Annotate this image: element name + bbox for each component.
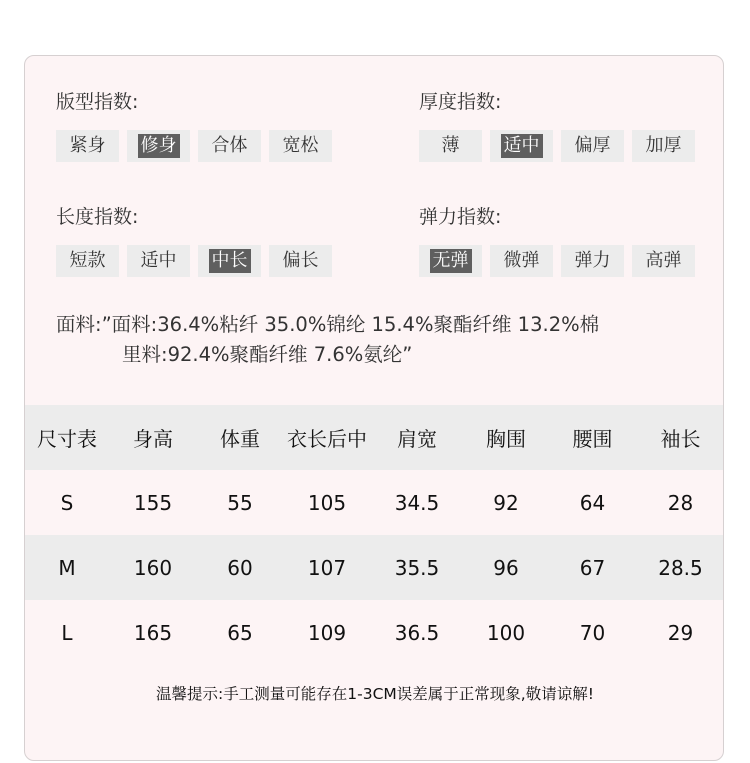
header-cell: 腰围: [572, 427, 613, 451]
table-cell: 67: [579, 555, 606, 580]
elasticity-option: 弹力: [561, 245, 624, 277]
fabric-lining: 里料:92.4%聚酯纤维 7.6%氨纶”: [122, 343, 413, 366]
table-cell: 65: [227, 620, 253, 645]
header-cell: 尺寸表: [37, 427, 97, 451]
size-table: [25, 405, 724, 665]
fabric-row-1: [56, 310, 599, 340]
thickness-option-selected: 适中: [490, 130, 553, 162]
fit-index: [56, 90, 332, 162]
fit-index-label: 版型指数:: [56, 91, 139, 113]
fabric-label: 面料:: [56, 313, 102, 336]
length-index-label: 长度指数:: [56, 206, 139, 228]
table-row: [25, 535, 724, 600]
fit-option: 宽松: [269, 130, 332, 162]
fit-option-selected: 修身: [127, 130, 190, 162]
thickness-option: 加厚: [632, 130, 695, 162]
table-cell: 96: [493, 555, 519, 580]
header-cell: 袖长: [660, 427, 701, 451]
thickness-option: 薄: [419, 130, 482, 162]
table-cell: 92: [493, 490, 519, 515]
fabric-outer: ”面料:36.4%粘纤 35.0%锦纶 15.4%聚酯纤维 13.2%棉: [101, 313, 600, 336]
header-cell: 肩宽: [397, 427, 437, 451]
header-cell: 身高: [133, 427, 173, 451]
table-cell: 165: [133, 620, 173, 645]
length-index: [56, 205, 332, 277]
elasticity-index-options: [419, 245, 695, 277]
table-cell: 60: [227, 555, 253, 580]
header-cell: 体重: [220, 427, 260, 451]
length-index-options: [56, 245, 332, 277]
table-cell: 70: [579, 620, 606, 645]
header-cell: 衣长后中: [287, 427, 367, 451]
elasticity-option: 高弹: [632, 245, 695, 277]
fit-option: 紧身: [56, 130, 119, 162]
table-cell: 36.5: [394, 620, 440, 645]
size-info-card: [24, 55, 724, 761]
length-option: 适中: [127, 245, 190, 277]
table-cell: 105: [307, 490, 347, 515]
table-cell: 34.5: [394, 490, 440, 515]
table-cell: 64: [579, 490, 606, 515]
elasticity-index-label: 弹力指数:: [419, 206, 502, 228]
size-cell: L: [61, 620, 73, 645]
header-cell: 胸围: [486, 427, 526, 451]
table-cell: 28: [667, 490, 694, 515]
table-cell: 28.5: [658, 555, 703, 580]
fit-option: 合体: [198, 130, 261, 162]
table-cell: 155: [133, 490, 173, 515]
table-row: [25, 470, 724, 535]
length-option-selected: 中长: [198, 245, 261, 277]
size-cell: S: [60, 490, 74, 515]
size-cell: M: [58, 555, 76, 580]
thickness-index-label: 厚度指数:: [419, 91, 502, 113]
elasticity-option-selected: 无弹: [419, 245, 482, 277]
elasticity-option: 微弹: [490, 245, 553, 277]
table-cell: 160: [133, 555, 173, 580]
length-option: 短款: [56, 245, 119, 277]
table-cell: 35.5: [394, 555, 440, 580]
table-row: [25, 600, 724, 665]
table-cell: 109: [307, 620, 347, 645]
fabric-composition: [56, 310, 599, 370]
fit-index-options: [56, 130, 332, 162]
table-cell: 55: [227, 490, 253, 515]
table-cell: 100: [486, 620, 526, 645]
elasticity-index: [419, 205, 695, 277]
size-table-header: [25, 405, 724, 470]
thickness-index: [419, 90, 695, 162]
table-cell: 29: [667, 620, 694, 645]
thickness-index-options: [419, 130, 695, 162]
length-option: 偏长: [269, 245, 332, 277]
thickness-option: 偏厚: [561, 130, 624, 162]
table-cell: 107: [307, 555, 347, 580]
measurement-tip: 温馨提示:手工测量可能存在1-3CM误差属于正常现象,敬请谅解!: [156, 685, 594, 703]
